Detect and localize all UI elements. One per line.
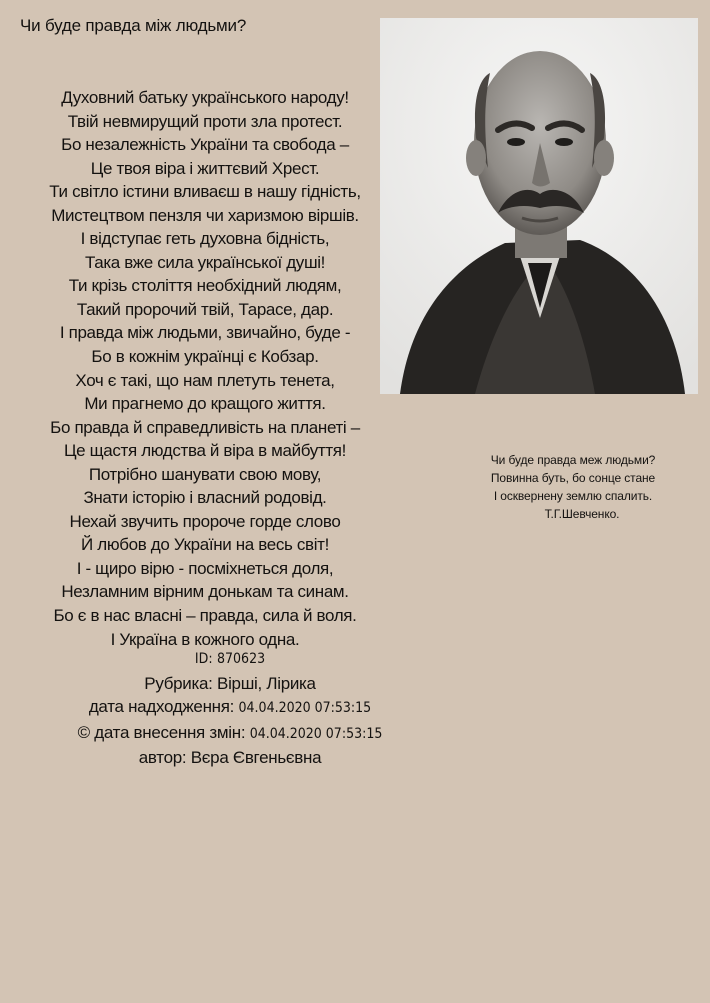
poem-line: Мистецтвом пензля чи харизмою віршів. xyxy=(51,205,359,225)
poem-line: Така вже сила української душі! xyxy=(84,252,326,272)
poem-line: І правда між людьми, звичайно, буде - xyxy=(59,323,351,343)
poem-line: Ти світло істини вливаєш в нашу гідність, xyxy=(49,182,361,202)
poem-line: Ти крізь століття необхідний людям, xyxy=(68,276,342,296)
quote-author: Т.Г.Шевченко. xyxy=(544,507,620,521)
changed-date-label: © дата внесення змін: xyxy=(77,722,246,742)
page-title: Чи буде правда між людьми? xyxy=(20,16,247,35)
received-date-value: 04.04.2020 07:53:15 xyxy=(238,700,372,716)
received-date-label: дата надходження: xyxy=(88,697,235,716)
poem-line: Бо незалежність України та свобода – xyxy=(61,135,349,155)
author-row xyxy=(20,746,440,770)
poem-line: Ми прагнемо до кращого життя. xyxy=(84,394,326,414)
rubric-row xyxy=(20,672,440,696)
id-label: ID: xyxy=(194,651,213,667)
poem-line: Духовний батьку українського народу! xyxy=(61,88,349,107)
id-value: 870623 xyxy=(217,651,266,667)
author-value: Вєра Євгеньєвна xyxy=(190,748,322,767)
poem-line: І відступає геть духовна бідність, xyxy=(80,229,330,249)
poem-line: Знати історію і власний родовід. xyxy=(83,488,327,508)
poem-line: Твій невмирущий проти зла протест. xyxy=(67,111,343,131)
portrait-photo xyxy=(380,18,698,394)
rubric-label: Рубрика: xyxy=(144,673,213,693)
poem-line: Це щастя людства й віра в майбуття! xyxy=(63,441,347,461)
id-row xyxy=(20,646,440,672)
poem-line: І - щиро вірю - посміхнеться доля, xyxy=(76,558,334,578)
received-date-row xyxy=(20,695,440,721)
poem-line: Хоч є такі, що нам плетуть тенета, xyxy=(75,370,335,390)
changed-date-row xyxy=(20,721,440,747)
changed-date-value: 04.04.2020 07:53:15 xyxy=(249,725,383,742)
poem xyxy=(14,86,396,651)
quote-line: Повинна буть, бо сонце стане xyxy=(490,471,656,485)
rubric-value: Вірші, Лірика xyxy=(217,673,316,693)
poem-line: Такий пророчий твій, Тарасе, дар. xyxy=(76,299,334,319)
poem-line: І Україна в кожного одна. xyxy=(110,629,300,649)
poem-line: Й любов до України на весь світ! xyxy=(81,535,329,555)
poem-line: Бо правда й справедливість на планеті – xyxy=(50,417,360,437)
poem-line: Це твоя віра і життєвий Хрест. xyxy=(90,158,320,178)
quote-line: Чи буде правда меж людьми? xyxy=(490,453,656,467)
poem-line: Нехай звучить пророче горде слово xyxy=(69,511,341,531)
author-label: автор: xyxy=(138,748,187,767)
poem-line: Незламним вірним донькам та синам. xyxy=(61,582,349,602)
poem-line: Потрібно шанувати свою мову, xyxy=(88,464,322,484)
shevchenko-quote xyxy=(456,451,690,523)
quote-line: І осквернену землю спалить. xyxy=(493,489,653,503)
poem-line: Бо в кожнім українці є Кобзар. xyxy=(91,347,319,367)
poem-line: Бо є в нас власні – правда, сила й воля. xyxy=(53,606,357,626)
poem-metadata xyxy=(20,646,440,770)
